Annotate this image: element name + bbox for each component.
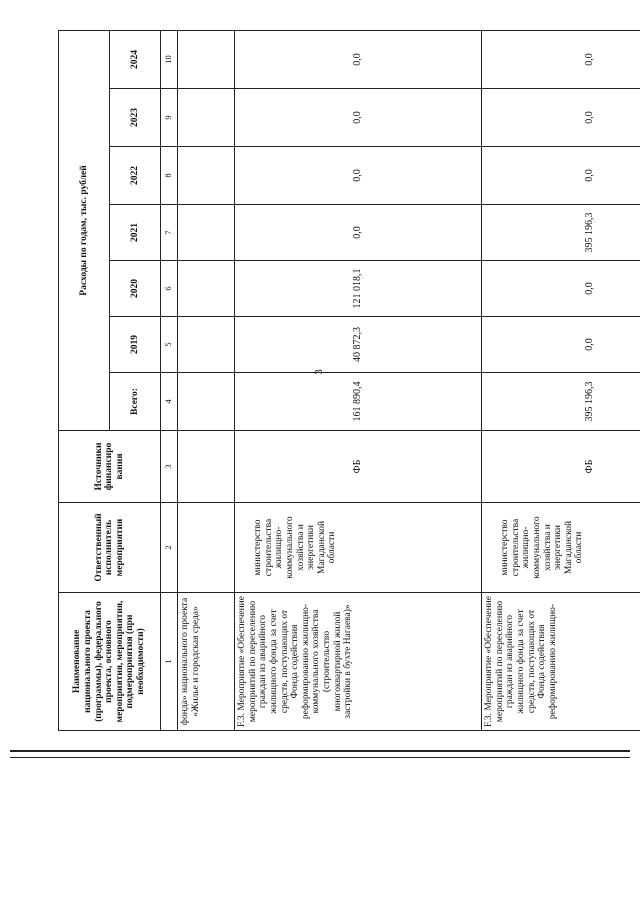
header-year-2022: 2022 <box>110 147 161 205</box>
header-source: Источники финансиро вания <box>59 431 161 503</box>
index-cell: 5 <box>161 317 178 373</box>
header-year-2019: 2019 <box>110 317 161 373</box>
row-source: ФБ <box>235 431 482 503</box>
row-value-2022: 0,0 <box>482 147 640 205</box>
header-executor: Ответственный исполнитель мероприятия <box>59 503 161 593</box>
page-separator-line <box>10 750 630 752</box>
table-row <box>235 30 482 730</box>
header-year-2024: 2024 <box>110 30 161 88</box>
header-name: Наименование национального проекта (программы), федерального проекта, основного мероприятия, мероприятия, подмероприятия (при необходимости) <box>59 593 161 731</box>
row-value-2022 <box>178 147 235 205</box>
index-cell: 10 <box>161 30 178 88</box>
row-value-2021: 0,0 <box>235 205 482 261</box>
row-value-2021: 395 196,3 <box>482 205 640 261</box>
index-cell: 1 <box>161 593 178 731</box>
index-cell: 3 <box>161 431 178 503</box>
table-row <box>482 30 640 730</box>
index-cell: 9 <box>161 89 178 147</box>
header-year-2021: 2021 <box>110 205 161 261</box>
index-cell: 8 <box>161 147 178 205</box>
index-cell: 4 <box>161 373 178 431</box>
page-separator-line-thin <box>10 757 630 758</box>
header-year-2023: 2023 <box>110 89 161 147</box>
row-name: F.3. Мероприятие «Обеспечение мероприятий по переселению граждан из аварийного жилищного фонда за счет средств, поступающих от Фонда содействия реформированию жилищно- <box>482 593 640 731</box>
row-value-2024: 0,0 <box>482 30 640 88</box>
row-source <box>178 431 235 503</box>
row-value-2023 <box>178 89 235 147</box>
row-value-2022: 0,0 <box>235 147 482 205</box>
row-source: ФБ <box>482 431 640 503</box>
table-row <box>178 30 235 730</box>
row-value-2019: 40 872,3 <box>235 317 482 373</box>
index-cell: 2 <box>161 503 178 593</box>
header-expenses-group: Расходы по годам, тыс. рублей <box>59 30 110 430</box>
row-executor: министерство строительства жилищно-коммунального хозяйства и энергетики Магаданской области <box>482 503 640 593</box>
header-total: Всего: <box>110 373 161 431</box>
row-value-2020 <box>178 261 235 317</box>
row-value-total: 395 196,3 <box>482 373 640 431</box>
row-value-2019: 0,0 <box>482 317 640 373</box>
row-value-2020: 0,0 <box>482 261 640 317</box>
page-number: 3 <box>313 369 325 375</box>
row-value-2023: 0,0 <box>482 89 640 147</box>
row-value-2024 <box>178 30 235 88</box>
row-name: F.3. Мероприятие «Обеспечение мероприятий по переселению граждан из аварийного жилищного фонда за счет средств, поступающих от Фонда содействия реформированию жилищно-коммунального хозяйства (строительство многоквартирной жилой застройки в бухте Нагаева)» <box>235 593 482 731</box>
row-value-2019 <box>178 317 235 373</box>
expenses-table <box>58 30 640 731</box>
expenses-table-rotated <box>58 31 638 731</box>
row-value-2020: 121 018,1 <box>235 261 482 317</box>
index-cell: 6 <box>161 261 178 317</box>
row-executor <box>178 503 235 593</box>
row-value-2023: 0,0 <box>235 89 482 147</box>
row-executor: министерство строительства жилищно-коммунального хозяйства и энергетики Магаданской области <box>235 503 482 593</box>
row-value-2024: 0,0 <box>235 30 482 88</box>
row-value-2021 <box>178 205 235 261</box>
row-value-total: 161 890,4 <box>235 373 482 431</box>
index-cell: 7 <box>161 205 178 261</box>
row-value-total <box>178 373 235 431</box>
index-row <box>161 30 178 730</box>
header-year-2020: 2020 <box>110 261 161 317</box>
row-name: фонда» национального проекта «Жилье и городская среда» <box>178 593 235 731</box>
